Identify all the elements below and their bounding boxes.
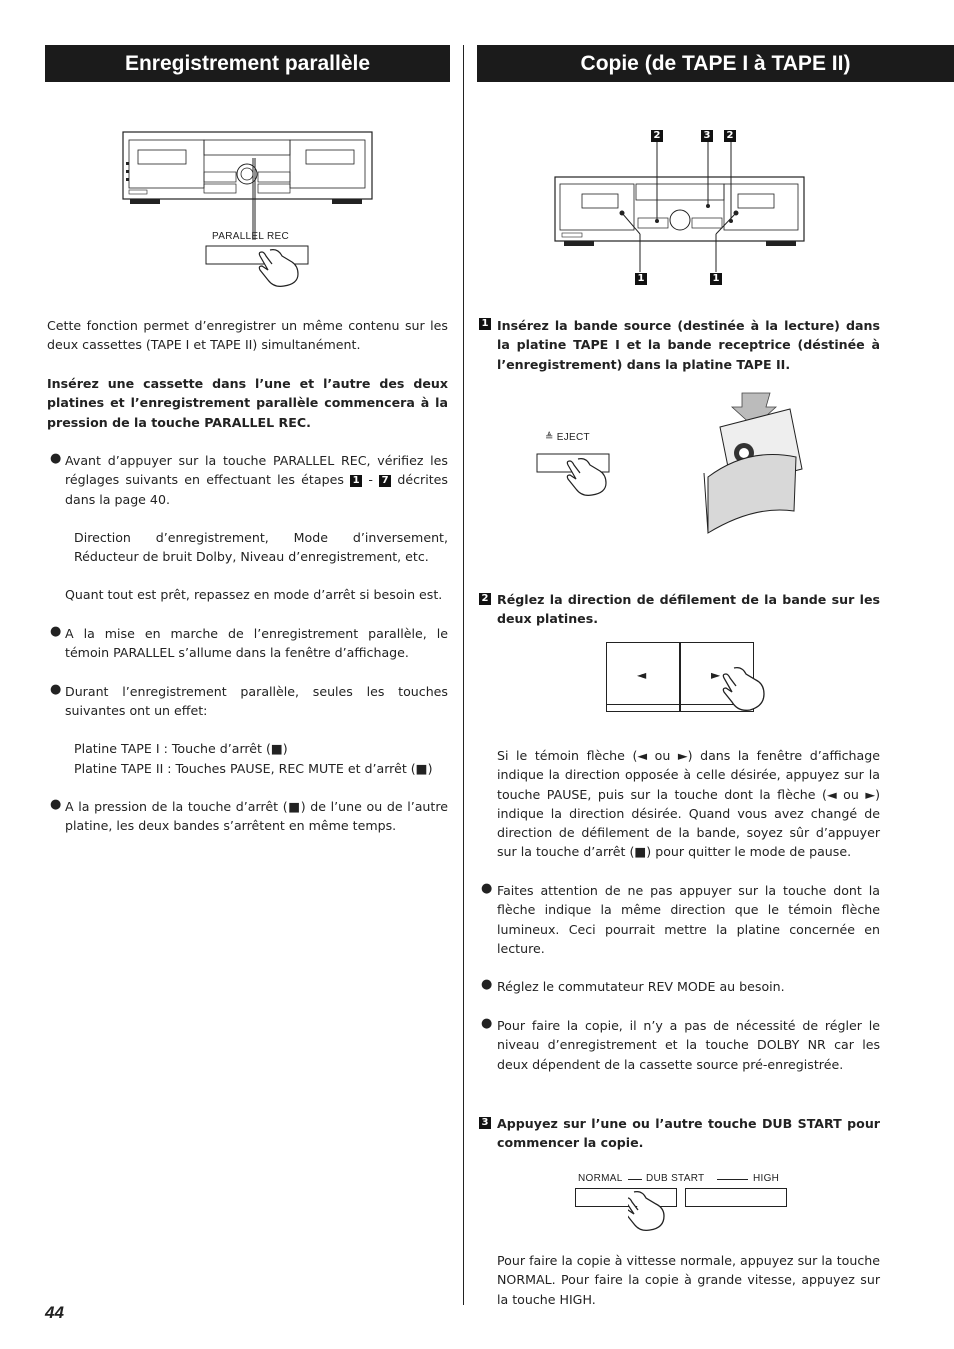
intro-text: Cette fonction permet d’enregistrer un même contenu sur les deux cassettes (TAPE I et TAPE II) simultanément. xyxy=(47,318,448,353)
bullet-3-line2: Platine TAPE II : Touches PAUSE, REC MUTE et d’arrêt (■) xyxy=(74,761,433,776)
bullet-3-text: Durant l’enregistrement parallèle, seules les touches suivantes ont un effet: xyxy=(65,684,448,719)
step-3-number: 3 xyxy=(479,1117,491,1129)
bullet-1-ready: Quant tout est prêt, repassez en mode d’arrêt si besoin est. xyxy=(65,587,443,602)
callout-2-left: 2 xyxy=(651,130,663,142)
bold-instruction: Insérez une cassette dans l’une et l’autre des deux platines et l’enregistrement parallèle commencera à la pression de la touche PARALLEL REC. xyxy=(47,376,448,430)
step-2-note: Si le témoin flèche (◄ ou ►) dans la fenêtre d’affichage indique la direction opposée à celle désirée, appuyez sur la touche PAUSE, puis sur la touche dont la flèche (◄ ou ►) indique la direction désirée. Quand vous avez changé de direction de défilement de la bande, soyez sûr d’appuyer sur la touche d’arrêt (■) pour quitter le mode de pause. xyxy=(497,748,880,860)
bullet-1-text: Avant d’appuyer sur la touche PARALLEL REC, vérifiez les réglages suivants en effectuant les étapes 1 - 7 décrites dans la page 40. xyxy=(65,453,448,507)
right-bullet-3: Pour faire la copie, il n’y a pas de nécessité de régler le niveau d’enregistrement et la touche DOLBY NR car les deux dépendent de la cassette source pré-enregistrée. xyxy=(497,1018,880,1072)
step-1-number: 1 xyxy=(479,318,491,330)
bullet-1-settings: Direction d’enregistrement, Mode d’inversement, Réducteur de bruit Dolby, Niveau d’enregistrement, etc. xyxy=(74,530,448,565)
page-number: 44 xyxy=(45,1303,64,1322)
bullet-dot: ● xyxy=(481,1016,493,1031)
step-ref-7: 7 xyxy=(379,475,391,487)
step-1-text: Insérez la bande source (destinée à la lecture) dans la platine TAPE I et la bande receptrice (déstinée à l’enregistrement) dans la platine TAPE II. xyxy=(497,318,880,372)
column-divider xyxy=(463,45,464,1305)
cassette-insert-illustration xyxy=(700,385,810,535)
bullet-4-text: A la pression de la touche d’arrêt (■) de l’une ou de l’autre platine, les deux bandes s’arrêtent en même temps. xyxy=(65,799,448,834)
dub-line-2 xyxy=(717,1179,748,1180)
deck-illustration-left xyxy=(118,128,378,293)
deck-illustration-right xyxy=(550,126,810,291)
callout-1-right: 1 xyxy=(710,273,722,285)
section-title-parallel-recording: Enregistrement parallèle xyxy=(45,45,450,82)
section-title-copy: Copie (de TAPE I à TAPE II) xyxy=(477,45,954,82)
dub-hand-icon xyxy=(628,1188,684,1234)
callout-3: 3 xyxy=(701,130,713,142)
right-bullet-2: Réglez le commutateur REV MODE au besoin. xyxy=(497,979,785,994)
parallel-rec-label: PARALLEL REC xyxy=(212,231,289,242)
bullet-3-line1: Platine TAPE I : Touche d’arrêt (■) xyxy=(74,741,288,756)
final-text: Pour faire la copie à vittesse normale, appuyez sur la touche NORMAL. Pour faire la copie à grande vitesse, appuyez sur la touche HIGH. xyxy=(497,1253,880,1307)
dub-start-label: DUB START xyxy=(646,1173,705,1184)
step-2-text: Réglez la direction de défilement de la bande sur les deux platines. xyxy=(497,592,880,627)
step-3-text: Appuyez sur l’une ou l’autre touche DUB START pour commencer la copie. xyxy=(497,1116,880,1151)
right-arrow-glyph: ► xyxy=(711,668,721,682)
bullet-dot: ● xyxy=(50,682,62,697)
left-arrow-glyph: ◄ xyxy=(637,668,647,682)
dub-high-label: HIGH xyxy=(753,1173,780,1184)
step-ref-1: 1 xyxy=(350,475,362,487)
bullet-dot: ● xyxy=(481,977,493,992)
reverse-play-button xyxy=(606,642,680,712)
step-2-number: 2 xyxy=(479,593,491,605)
bullet-2-text: A la mise en marche de l’enregistrement parallèle, le témoin PARALLEL s’allume dans la fenêtre d’affichage. xyxy=(65,626,448,661)
dub-normal-label: NORMAL xyxy=(578,1173,623,1184)
bullet-dot: ● xyxy=(50,797,62,812)
callout-2-right: 2 xyxy=(724,130,736,142)
bullet-dot: ● xyxy=(481,881,493,896)
eject-button-illustration xyxy=(530,445,630,505)
right-bullet-1: Faites attention de ne pas appuyer sur la touche dont la flèche indique la même direction que le témoin flèche lumineux. Ceci pourrait mettre la platine concernée en lecture. xyxy=(497,883,880,956)
bullet-dot: ● xyxy=(50,624,62,639)
dub-high-button xyxy=(685,1188,787,1207)
callout-1-left: 1 xyxy=(635,273,647,285)
dub-line-1 xyxy=(628,1179,642,1180)
pressing-hand-icon xyxy=(720,660,776,722)
eject-label: ≜ EJECT xyxy=(545,432,590,443)
bullet-dot: ● xyxy=(50,451,62,466)
